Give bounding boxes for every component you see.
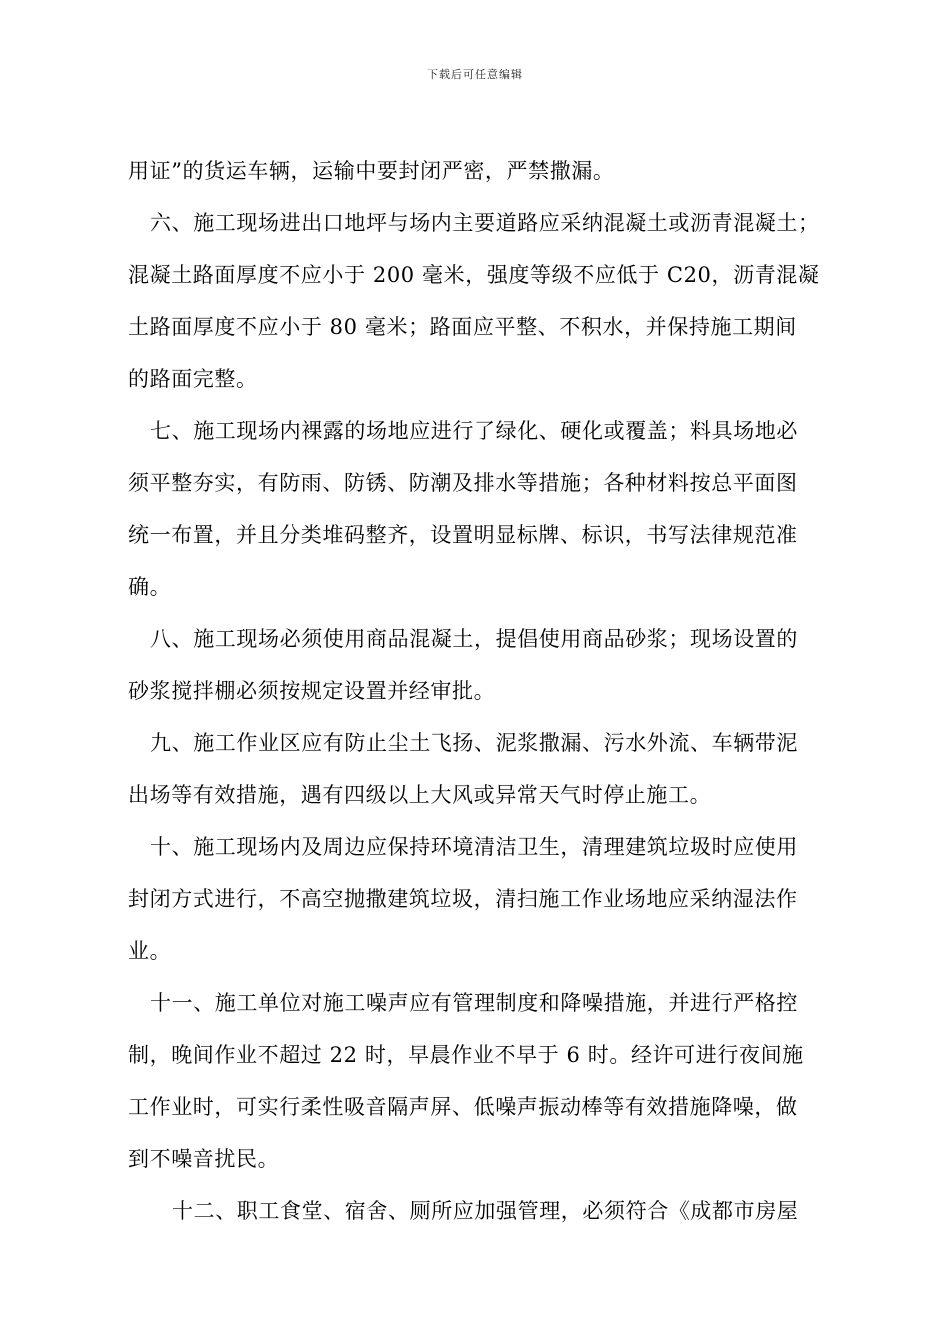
text-line: 出场等有效措施，遇有四级以上大风或异常天气时停止施工。 xyxy=(128,783,712,807)
text-line: 九、施工作业区应有防止尘土飞扬、泥浆撒漏、污水外流、车辆带泥 xyxy=(150,731,798,755)
text-line: 十一、施工单位对施工噪声应有管理制度和降噪措施，并进行严格控 xyxy=(150,991,798,1015)
document-body xyxy=(128,145,828,1237)
text-line: 十二、职工食堂、宿舍、厕所应加强管理，必须符合《成都市房屋 xyxy=(172,1199,799,1223)
page-header: 下载后可任意编辑 xyxy=(427,68,523,81)
text-line: 砂浆搅拌棚必须按规定设置并经审批。 xyxy=(128,679,496,703)
text-line: 封闭方式进行，不高空抛撒建筑垃圾，清扫施工作业场地应采纳湿法作 xyxy=(128,887,798,911)
text-line: 工作业时，可实行柔性吸音隔声屏、低噪声振动棒等有效措施降噪，做 xyxy=(128,1095,798,1119)
text-line: 混凝土路面厚度不应小于 200 毫米，强度等级不应低于 C20，沥青混凝 xyxy=(128,263,820,287)
text-line: 须平整夯实，有防雨、防锈、防潮及排水等措施；各种材料按总平面图 xyxy=(128,471,798,495)
text-line: 业。 xyxy=(128,939,172,963)
text-line: 确。 xyxy=(128,575,172,599)
text-line: 的路面完整。 xyxy=(128,367,258,391)
text-line: 到不噪音扰民。 xyxy=(128,1147,280,1171)
text-line: 土路面厚度不应小于 80 毫米；路面应平整、不积水，并保持施工期间 xyxy=(128,315,797,339)
text-line: 制，晚间作业不超过 22 时，早晨作业不早于 6 时。经许可进行夜间施 xyxy=(128,1043,804,1067)
text-line: 七、施工现场内裸露的场地应进行了绿化、硬化或覆盖；料具场地必 xyxy=(150,419,798,443)
text-line: 十、施工现场内及周边应保持环境清洁卫生，清理建筑垃圾时应使用 xyxy=(150,835,798,859)
text-line: 用证”的货运车辆，运输中要封闭严密，严禁撒漏。 xyxy=(128,159,615,183)
text-line: 统一布置，并且分类堆码整齐，设置明显标牌、标识，书写法律规范准 xyxy=(128,523,798,547)
text-line: 八、施工现场必须使用商品混凝土，提倡使用商品砂浆；现场设置的 xyxy=(150,627,798,651)
text-line: 六、施工现场进出口地坪与场内主要道路应采纳混凝土或沥青混凝土； xyxy=(150,211,820,235)
